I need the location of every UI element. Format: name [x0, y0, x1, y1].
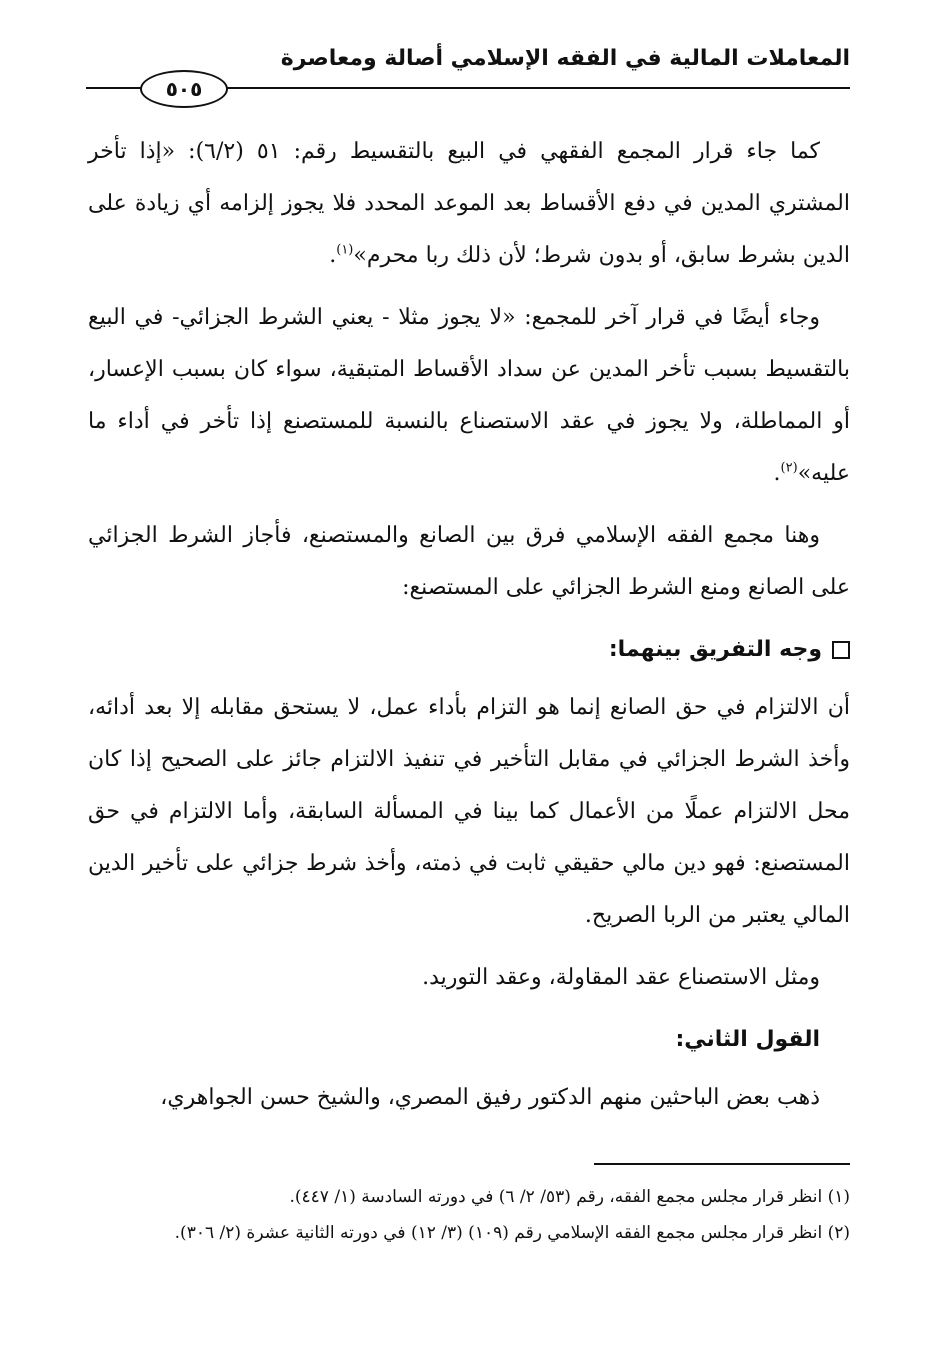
running-header-title: المعاملات المالية في الفقه الإسلامي أصالة ومعاصرة [280, 46, 850, 71]
footnote-2: (٢) انظر قرار مجلس مجمع الفقه الإسلامي رقم (١٠٩) (٣/ ١٢) في دورته الثانية عشرة (٢/ ٣٠٦). [174, 1223, 850, 1243]
footnotes [88, 1180, 850, 1252]
paragraph-6: ذهب بعض الباحثين منهم الدكتور رفيق المصري، والشيخ حسن الجواهري، [160, 1085, 820, 1110]
paragraph-3: وهنا مجمع الفقه الإسلامي فرق بين الصانع والمستصنع، فأجاز الشرط الجزائي على الصانع ومنع الشرط الجزائي على المستصنع: [88, 523, 850, 600]
footnote-ref-1: (١) [336, 242, 354, 258]
paragraph-1-text: كما جاء قرار المجمع الفقهي في البيع بالتقسيط رقم: ٥١ (٦/٢): «إذا تأخر المشتري المدين في دفع الأقساط بعد الموعد المحدد فلا يجوز إلزامه أي زيادة على الدين بشرط سابق، أو بدون شرط؛ لأن ذلك ربا محرم» [88, 139, 850, 268]
paragraph-5: ومثل الاستصناع عقد المقاولة، وعقد التوريد. [422, 965, 820, 990]
paragraph-2 [88, 292, 850, 500]
paragraph-1 [88, 126, 850, 282]
footnote-rule [594, 1163, 850, 1165]
paragraph-2-text: وجاء أيضًا في قرار آخر للمجمع: «لا يجوز مثلا - يعني الشرط الجزائي- في البيع بالتقسيط بسبب تأخر المدين عن سداد الأقساط المتبقية، سواء كان بسبب الإعسار، أو المماطلة، ولا يجوز في عقد الاستصناع بالنسبة للمستصنع إذا تأخر في أداء ما عليه» [88, 305, 850, 486]
footnote-1: (١) انظر قرار مجلس مجمع الفقه، رقم (٥٣/ ٢/ ٦) في دورته السادسة (١/ ٤٤٧). [289, 1187, 850, 1207]
paragraph-2-end: . [773, 461, 781, 486]
section-heading [88, 624, 850, 676]
section-heading-text: وجه التفريق بينهما: [608, 637, 822, 662]
paragraph-4: أن الالتزام في حق الصانع إنما هو التزام بأداء عمل، لا يستحق مقابله إلا بعد أدائه، وأخذ الشرط الجزائي في مقابل التأخير في تنفيذ الالتزام جائز على الصحيح إذا كان محل الالتزام عملًا من الأعمال كما بينا في المسألة السابقة، وأما الالتزام في حق المستصنع: فهو دين مالي حقيقي ثابت في ذمته، وأخذ شرط جزائي على تأخير الدين المالي يعتبر من الربا الصريح. [88, 695, 850, 928]
page-number-oval: ٥٠٥ [140, 70, 228, 108]
footnote-ref-2: (٢) [780, 460, 798, 476]
main-text [88, 126, 850, 1134]
subheading: القول الثاني: [675, 1027, 820, 1052]
paragraph-1-end: . [329, 243, 337, 268]
square-bullet-icon [832, 641, 850, 659]
